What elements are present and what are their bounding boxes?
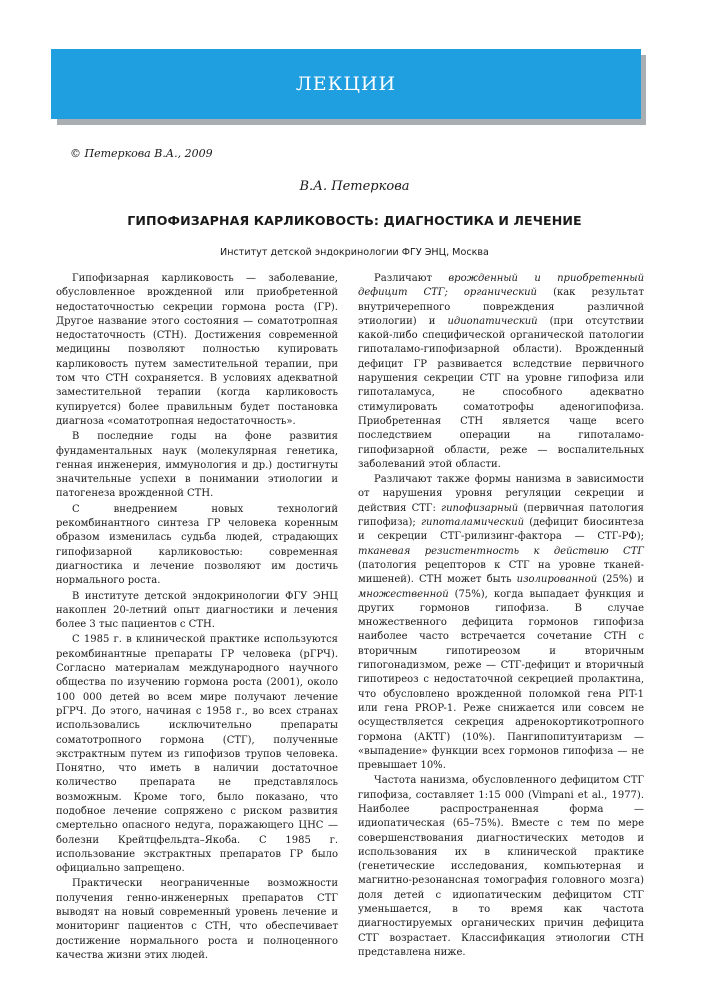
paragraph: Частота нанизма, обусловленного дефицитом СТГ гипофиза, составляет 1:15 000 (Vimpani et al., 1977). Наиболее распространенная форма — идиопатическая (65–75%). Вместе с тем по мере совершенствования диагностических методов и использования их в клинической практике (генетические исследования, компьютерная и магнитно-резонансная томография головного мозга) доля детей с идиопатическим дефицитом СТГ уменьшается, в то время как частота диагностируемых органических причин дефицита СТГ возрастает. Классификация этиологии СТН представлена ниже.	[358, 775, 644, 958]
right-column	[358, 272, 644, 961]
text-run: (при отсутствии какой-либо специфической органической патологии гипоталамо-гипофизарной области). Врожденный дефицит ГР развивается вследствие первичного нарушения секреции СТГ на уровне гипофиза или гипоталамуса, не способного адекватно стимулировать соматотрофы аденогипофиза. Приобретенная СТН является чаще всего последствием операции на гипоталамо-гипофизарной области, реже — воспалительных заболеваний этой области.	[358, 315, 644, 470]
paragraph: В последние годы на фоне развития фундаментальных наук (молекулярная генетика, генная инженерия, иммунология и др.) достигнуты значительные успехи в понимании этиологии и патогенеза врожденной СТН.	[56, 431, 338, 500]
emphasis: изолированной	[516, 574, 598, 586]
copyright-line: © Петеркова В.А., 2009	[70, 147, 213, 160]
text-run: Различают	[374, 273, 449, 284]
paragraph	[358, 272, 644, 472]
paragraph: Практически неограниченные возможности получения генно-инженерных препаратов СТГ выводят на новый современный уровень лечение и мониторинг пациентов с СТН, что обеспечивает достижение нормального роста и полноценного качества жизни этих людей.	[56, 878, 338, 961]
emphasis: тканевая резистентность к действию СТГ	[358, 545, 644, 557]
article-title: ГИПОФИЗАРНАЯ КАРЛИКОВОСТЬ: ДИАГНОСТИКА И ЛЕЧЕНИЕ	[127, 213, 582, 228]
paragraph: Гипофизарная карликовость — заболевание, обусловленное врожденной или приобретенной недостаточностью секреции гормона роста (ГР). Другое название этого состояния — соматотропная недостаточность (СТН). Достижения современной медицины позволяют полностью купировать карликовость путем заместительной терапии, при том что СТН сохраняется. В условиях адекватной заместительной терапии (когда карликовость купируется) более правильным будет постановка диагноза «соматотропная недостаточность».	[56, 273, 338, 427]
emphasis: гипофизарный	[441, 502, 519, 514]
author-name: В.А. Петеркова	[299, 179, 410, 194]
section-banner	[51, 49, 641, 119]
section-label: ЛЕКЦИИ	[295, 73, 397, 95]
paragraph: В институте детской эндокринологии ФГУ ЭНЦ накоплен 20-летний опыт диагностики и лечения более 3 тыс пациентов с СТН.	[56, 590, 338, 631]
emphasis: множественной	[358, 588, 449, 600]
emphasis: врожденный и приобретенный дефицит СТГ; органический	[358, 273, 645, 299]
paragraph: С внедрением новых технологий рекомбинантного синтеза ГР человека коренным образом изменилась судьба людей, страдающих гипофизарной карликовостью: современная диагностика и лечение позволяют им достичь нормального роста.	[56, 503, 338, 587]
text-run: (патология рецепторов к СТГ на уровне тканей-мишеней). СТН может быть	[358, 559, 644, 586]
paragraph	[358, 473, 644, 773]
text-run: (как результат внутричерепного повреждения различной этиологии) и	[358, 287, 645, 327]
affiliation: Институт детской эндокринологии ФГУ ЭНЦ, Москва	[220, 247, 489, 258]
text-run: (75%), когда выпадает функция и других гормонов гипофиза. В случае множественного дефицита гормонов гипофиза наиболее часто встречается сочетание СТН с вторичным гипотиреозом и вторичным гипогонадизмом, реже — СТГ-дефицит и вторичный гипотиреоз с недостаточной секрецией пролактина, что обусловлено врожденной поломкой гена PIT-1 или гена PROP-1. Реже снижается или совсем не осуществляется секреция адренокортикотропного гормона (АКТГ) (10%). Пангипопитуитаризм — «выпадение» функции всех гормонов гипофиза — не превышает 10%.	[358, 588, 644, 772]
text-run: (25%) и	[597, 574, 644, 586]
emphasis: идиопатический	[447, 315, 538, 327]
paragraph: С 1985 г. в клинической практике используются рекомбинантные препараты ГР человека (рГРЧ). Согласно материалам международного научного общества по изучению гормона роста (2001), около 100 000 детей во всем мире получают лечение рГРЧ. До этого, начиная с 1958 г., во всех странах использовались исключительно препараты соматотропного гормона (СТГ), полученные экстрактным путем из гипофизов трупов человека. Понятно, что иметь в наличии достаточное количество препарата не представлялось возможным. Кроме того, было показано, что подобное лечение сопряжено с риском развития смертельно опасного недуга, поражающего ЦНС — болезни Крейтцфельдта–Якоба. С 1985 г. использование экстрактных препаратов ГР было официально запрещено.	[56, 634, 338, 875]
text-run: (дефицит биосинтеза и секреции СТГ-рилизинг-фактора — СТГ-РФ);	[358, 517, 644, 543]
text-run: (первичная патология гипофиза);	[358, 502, 644, 529]
text-run: Различают также формы нанизма в зависимости от нарушения уровня регуляции секреции и действия СТГ:	[358, 474, 644, 514]
left-column	[56, 272, 338, 964]
emphasis: гипоталамический	[420, 517, 525, 529]
